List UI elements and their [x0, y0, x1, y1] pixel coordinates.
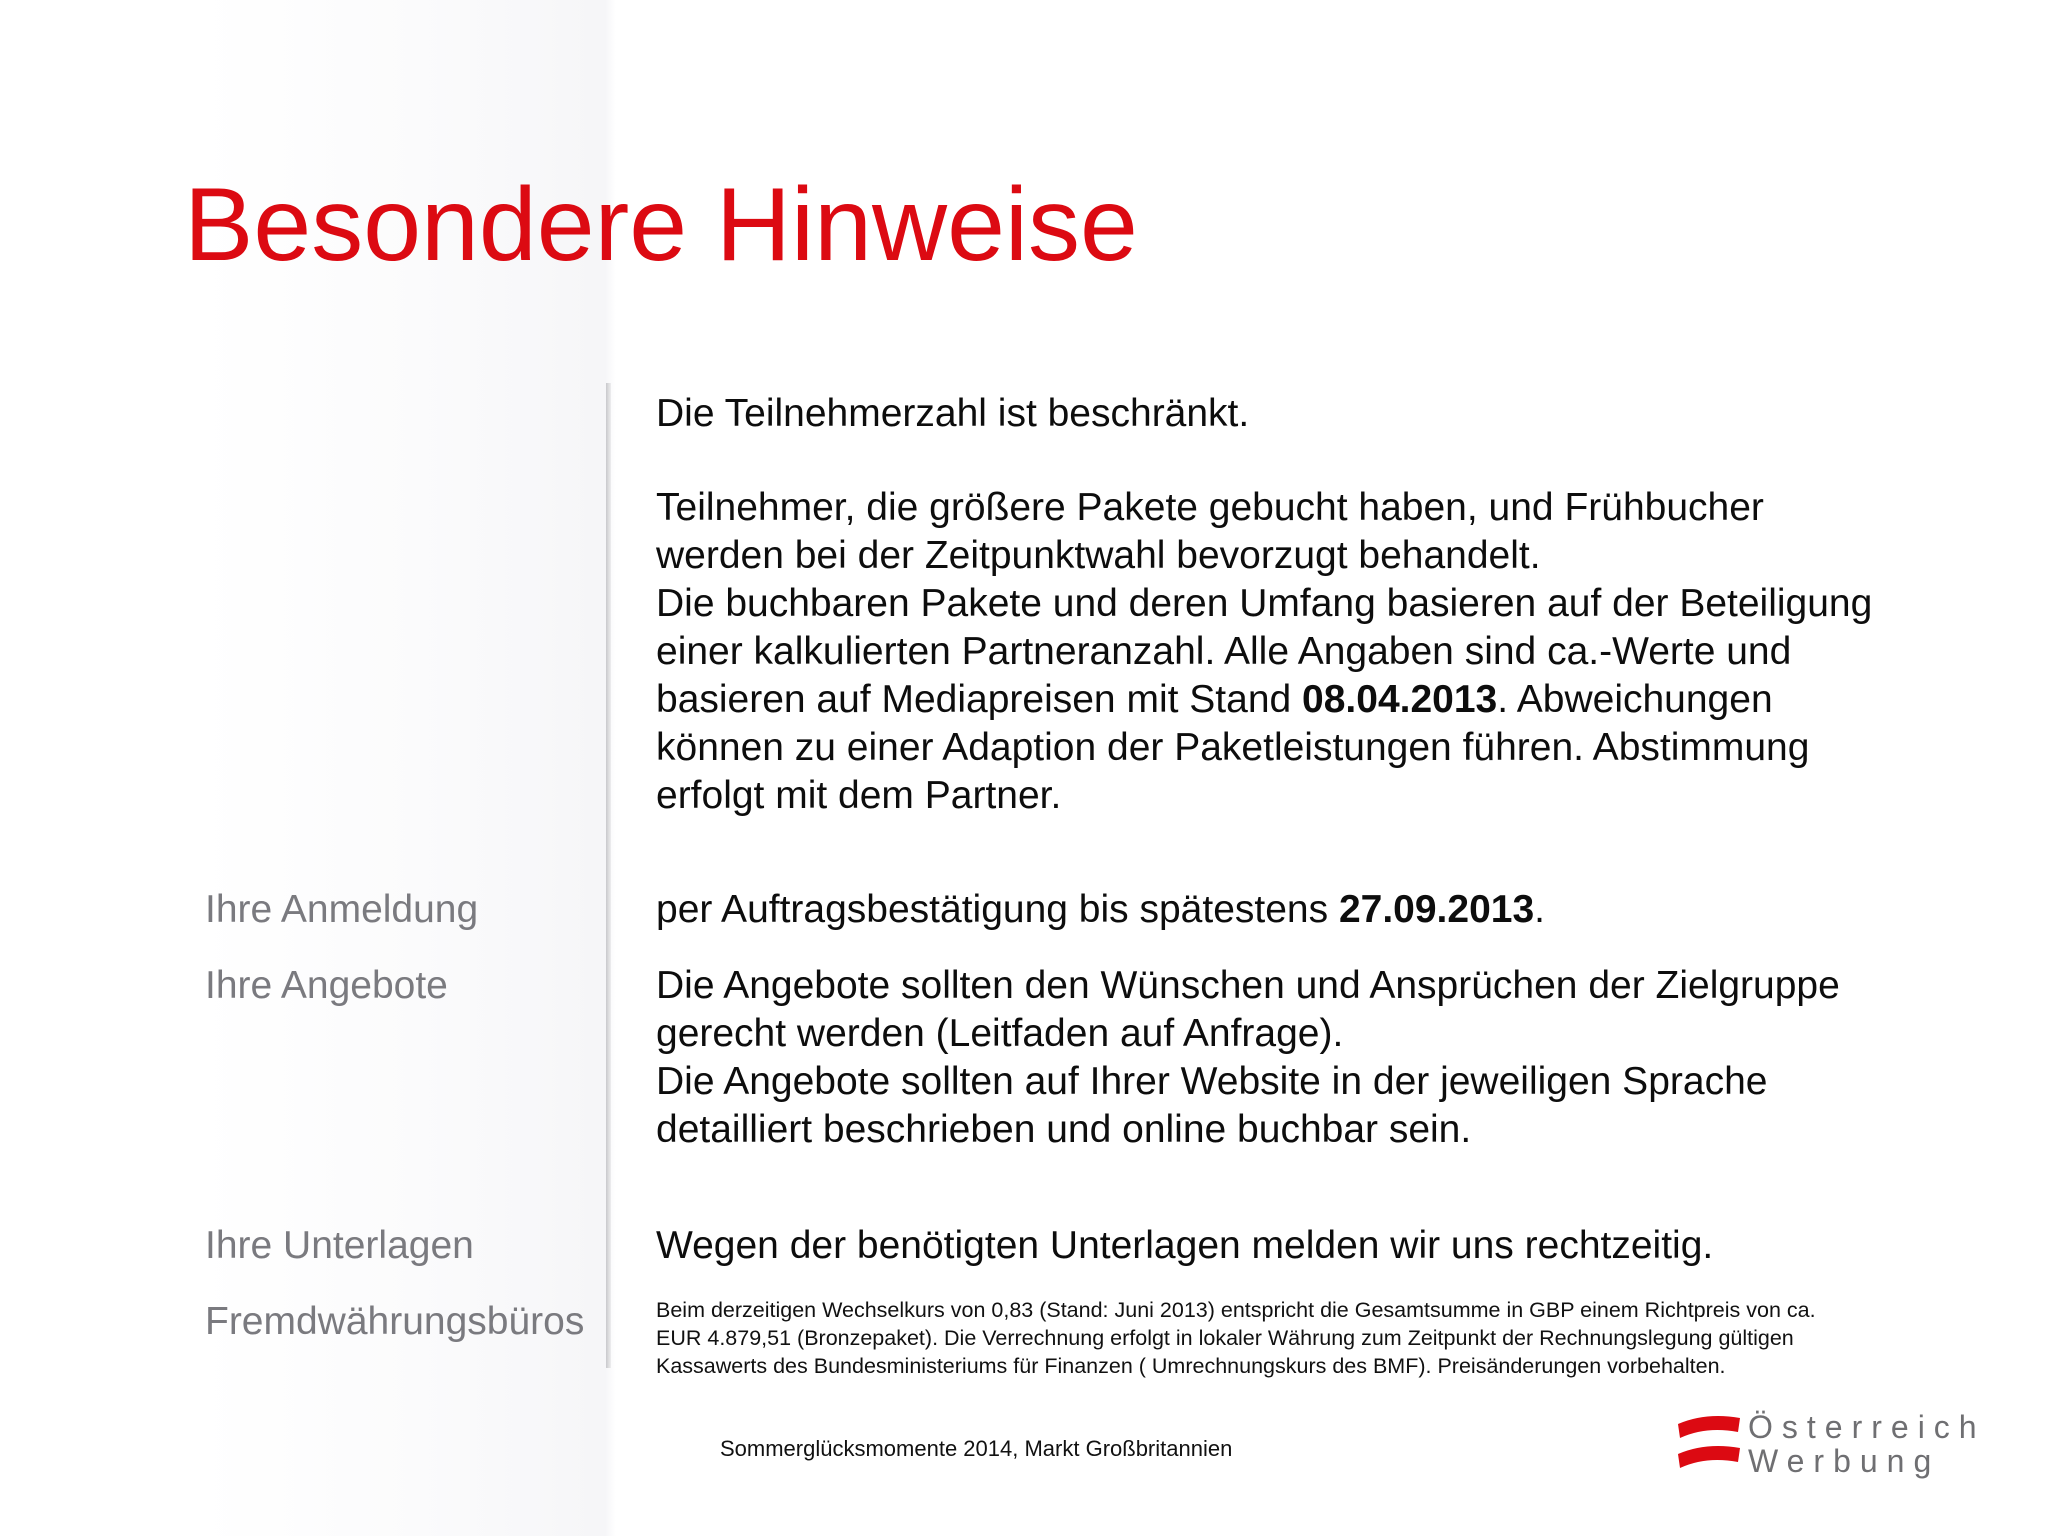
paragraph-line: Die buchbaren Pakete und deren Umfang basieren auf der Beteiligung: [656, 582, 1873, 625]
paragraph-line: einer kalkulierten Partneranzahl. Alle Angaben sind ca.-Werte und: [656, 630, 1792, 673]
austria-flag-logo-icon: [1676, 1410, 1742, 1474]
paragraph-line: [656, 676, 1986, 724]
anmeldung-prefix: per Auftragsbestätigung bis spätestens: [656, 888, 1339, 931]
paragraph-line: Die Angebote sollten den Wünschen und Ansprüchen der Zielgruppe: [656, 964, 1840, 1007]
paragraph-line: Die Angebote sollten auf Ihrer Website in der jeweiligen Sprache: [656, 1060, 1768, 1103]
label-fremdwaehrung: Fremdwährungsbüros: [205, 1300, 585, 1343]
logo-line-2: Werbung: [1748, 1443, 1941, 1479]
paragraph-line: Teilnehmer, die größere Pakete gebucht haben, und Frühbucher: [656, 486, 1764, 529]
media-price-date: 08.04.2013: [1302, 678, 1498, 721]
label-anmeldung: Ihre Anmeldung: [205, 888, 479, 931]
slide-title: Besondere Hinweise: [184, 167, 1138, 283]
oesterreich-werbung-logo: [1676, 1410, 2006, 1482]
paragraph-line: werden bei der Zeitpunktwahl bevorzugt behandelt.: [656, 534, 1541, 577]
booking-info-paragraph: [656, 484, 1986, 820]
note-line: Kassawerts des Bundesministeriums für Finanzen ( Umrechnungskurs des BMF). Preisänderungen vorbehalten.: [656, 1354, 1726, 1378]
note-line: EUR 4.879,51 (Bronzepaket). Die Verrechnung erfolgt in lokaler Währung zum Zeitpunkt der Rechnungslegung gültigen: [656, 1326, 1794, 1350]
anmeldung-text: [656, 886, 1986, 934]
exchange-rate-note: [656, 1296, 1986, 1380]
paragraph-line: detailliert beschrieben und online buchbar sein.: [656, 1108, 1472, 1151]
vertical-divider: [606, 383, 611, 1368]
anmeldung-suffix: .: [1534, 888, 1545, 931]
label-angebote: Ihre Angebote: [205, 964, 448, 1007]
paragraph-line: können zu einer Adaption der Paketleistungen führen. Abstimmung: [656, 726, 1810, 769]
footer-caption: Sommerglücksmomente 2014, Markt Großbritannien: [720, 1436, 1233, 1461]
note-line: Beim derzeitigen Wechselkurs von 0,83 (Stand: Juni 2013) entspricht die Gesamtsumme in GBP einem Richtpreis von ca.: [656, 1298, 1816, 1322]
participant-limit-text: Die Teilnehmerzahl ist beschränkt.: [656, 392, 1250, 435]
angebote-text: [656, 962, 1986, 1154]
paragraph-line: gerecht werden (Leitfaden auf Anfrage).: [656, 1012, 1344, 1055]
media-price-suffix: . Abweichungen: [1497, 678, 1773, 721]
paragraph-line: erfolgt mit dem Partner.: [656, 774, 1062, 817]
label-unterlagen: Ihre Unterlagen: [205, 1224, 474, 1267]
media-price-prefix: basieren auf Mediapreisen mit Stand: [656, 678, 1303, 721]
unterlagen-text: Wegen der benötigten Unterlagen melden wir uns rechtzeitig.: [656, 1224, 1714, 1267]
anmeldung-deadline: 27.09.2013: [1338, 888, 1535, 931]
logo-line-1: Österreich: [1748, 1409, 1986, 1445]
